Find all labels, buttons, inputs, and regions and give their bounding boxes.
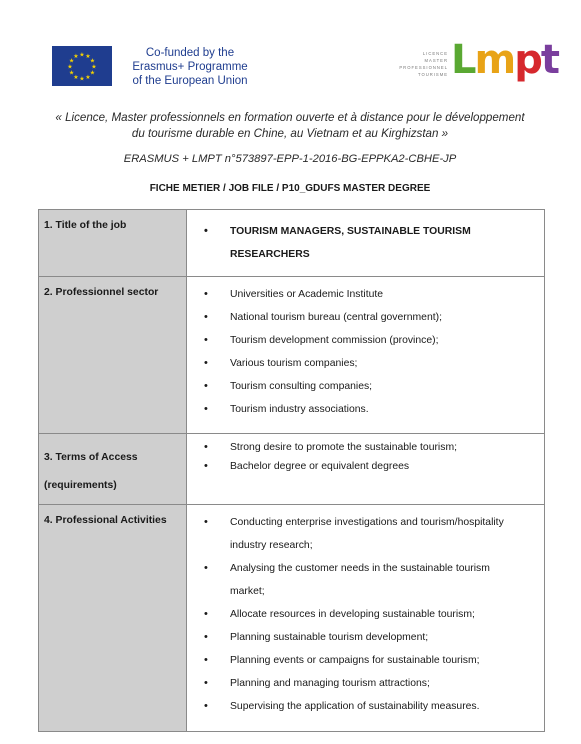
eu-star: ★ bbox=[85, 54, 91, 61]
list-item-continuation: market; bbox=[230, 586, 265, 597]
table-row bbox=[39, 210, 545, 277]
eu-star: ★ bbox=[73, 74, 79, 81]
list-item: • Planning sustainable tourism development; bbox=[204, 626, 544, 649]
item-list bbox=[187, 434, 544, 476]
list-item: • Allocate resources in developing sustainable tourism; bbox=[204, 603, 544, 626]
list-item: • Analysing the customer needs in the sustainable tourism bbox=[204, 557, 544, 580]
document-title: FICHE METIER / JOB FILE / P10_GDUFS MASTER DEGREE bbox=[149, 183, 431, 194]
row-label: 3. Terms of Access bbox=[44, 452, 138, 463]
list-item: • Bachelor degree or equivalent degrees bbox=[204, 457, 544, 476]
eu-funding-line: Co-funded by the bbox=[145, 47, 235, 59]
lmpt-caption-line: TOURISME bbox=[417, 72, 448, 77]
row-label: 1. Title of the job bbox=[44, 220, 127, 231]
list-item: • Universities or Academic Institute bbox=[204, 283, 544, 306]
eu-flag-logo bbox=[52, 46, 112, 86]
row-label-line2: (requirements) bbox=[44, 480, 117, 491]
lmpt-caption-line: PROFESSIONNEL bbox=[399, 65, 448, 70]
lmpt-logo: Lmpt bbox=[451, 37, 558, 83]
eu-star: ★ bbox=[89, 58, 96, 65]
eu-star: ★ bbox=[67, 64, 73, 71]
list-item: • Planning events or campaigns for sustainable tourism; bbox=[204, 649, 544, 672]
item-list bbox=[187, 277, 544, 421]
list-item-continuation: industry research; bbox=[230, 540, 313, 551]
list-item: • Tourism development commission (province); bbox=[204, 329, 544, 352]
eu-funding-line: of the European Union bbox=[132, 75, 248, 87]
table-row bbox=[39, 505, 545, 732]
eu-star: ★ bbox=[91, 64, 97, 71]
list-item: • Supervising the application of sustainability measures. bbox=[204, 695, 544, 718]
list-item: • Conducting enterprise investigations and tourism/hospitality bbox=[204, 511, 544, 534]
row-value-cell bbox=[187, 277, 545, 434]
eu-star: ★ bbox=[79, 76, 85, 83]
list-item: • Various tourism companies; bbox=[204, 352, 544, 375]
subtitle-line: « Licence, Master professionnels en formation ouverte et à distance pour le développement bbox=[55, 111, 525, 124]
lmpt-caption-line: LICENCE bbox=[422, 51, 448, 56]
eu-star: ★ bbox=[79, 52, 85, 59]
list-item-continuation: RESEARCHERS bbox=[230, 249, 310, 260]
list-item: • Strong desire to promote the sustainable tourism; bbox=[204, 438, 544, 457]
lmpt-caption-line: MASTER bbox=[424, 58, 448, 63]
eu-star: ★ bbox=[89, 70, 96, 77]
item-list bbox=[187, 505, 544, 718]
row-value-cell bbox=[187, 434, 545, 505]
list-item: • National tourism bureau (central government); bbox=[204, 306, 544, 329]
row-value-cell bbox=[187, 505, 545, 732]
row-label-cell bbox=[39, 505, 187, 732]
item-list bbox=[187, 210, 544, 266]
eu-star: ★ bbox=[68, 70, 75, 77]
row-value-cell bbox=[187, 210, 545, 277]
list-item: • Tourism industry associations. bbox=[204, 398, 544, 421]
list-item: • Tourism consulting companies; bbox=[204, 375, 544, 398]
list-item: • TOURISM MANAGERS, SUSTAINABLE TOURISM bbox=[204, 220, 544, 243]
eu-funding-line: Erasmus+ Programme bbox=[132, 61, 248, 73]
project-subtitle bbox=[40, 110, 540, 142]
eu-star: ★ bbox=[68, 58, 75, 65]
list-item: • Planning and managing tourism attractions; bbox=[204, 672, 544, 695]
row-label-cell bbox=[39, 434, 187, 505]
eu-star: ★ bbox=[73, 54, 79, 61]
subtitle-line: du tourisme durable en Chine, au Vietnam et au Kirghizstan » bbox=[131, 127, 449, 140]
table-row bbox=[39, 434, 545, 505]
row-label-cell bbox=[39, 210, 187, 277]
job-file-table bbox=[38, 209, 545, 732]
eu-funding-text bbox=[120, 46, 260, 88]
row-label: 4. Professional Activities bbox=[44, 515, 167, 526]
row-label: 2. Professionnel sector bbox=[44, 287, 159, 298]
project-code: ERASMUS + LMPT n°573897-EPP-1-2016-BG-EPPKA2-CBHE-JP bbox=[123, 153, 457, 165]
table-row bbox=[39, 277, 545, 434]
row-label-cell bbox=[39, 277, 187, 434]
eu-star: ★ bbox=[85, 74, 91, 81]
lmpt-logo-caption bbox=[392, 50, 448, 78]
